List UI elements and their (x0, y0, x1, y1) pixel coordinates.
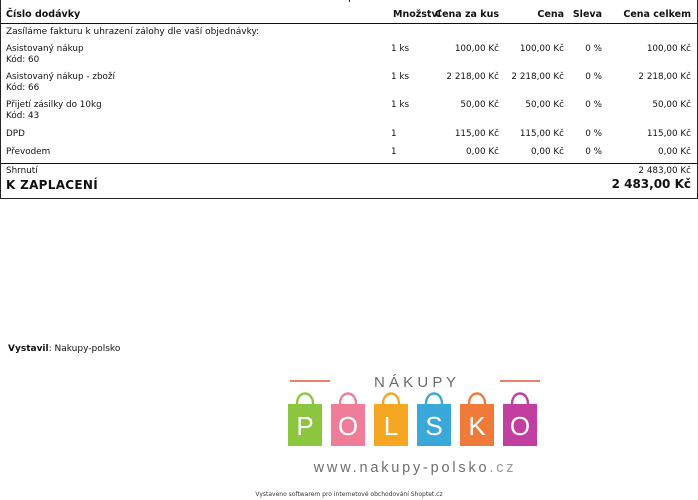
row-unit-price: 2 218,00 Kč (446, 72, 499, 82)
logo-bag-l-2 (374, 394, 408, 447)
header-total: Cena celkem (623, 9, 691, 20)
row-unit-price: 115,00 Kč (454, 129, 499, 139)
row-unit-price: 0,00 Kč (466, 147, 499, 157)
logo-letter: K (468, 411, 486, 441)
table-header (1, 6, 697, 24)
row-price: 115,00 Kč (519, 129, 564, 139)
row-total: 115,00 Kč (646, 129, 691, 139)
row-unit-price: 50,00 Kč (460, 100, 499, 110)
row-unit-price: 100,00 Kč (454, 44, 499, 54)
logo-top-word: N Á K U P Y (374, 374, 456, 391)
row-qty: 1 ks (391, 72, 410, 82)
row-price: 100,00 Kč (519, 44, 564, 54)
row-name: Převodem (6, 147, 51, 157)
logo-letter: L (383, 411, 399, 441)
top-divider (1, 0, 697, 2)
row-price: 50,00 Kč (525, 100, 564, 110)
row-discount: 0 % (585, 100, 602, 110)
logo-letter: P (296, 411, 314, 441)
logo-letter: O (337, 411, 359, 441)
row-price: 0,00 Kč (531, 147, 564, 157)
logo-letter: S (425, 411, 443, 441)
header-unit-price: Cena za kus (435, 9, 499, 20)
column-divider-tick (349, 0, 350, 2)
amount-due-value: 2 483,00 Kč (611, 177, 691, 191)
logo-letter: O (509, 411, 531, 441)
footer-note: Vystaveno softwarem pro internetové obchodování Shoptet.cz (255, 491, 443, 498)
summary-value: 2 483,00 Kč (638, 166, 691, 176)
row-discount: 0 % (585, 44, 602, 54)
issuer-line (8, 344, 120, 354)
row-discount: 0 % (585, 147, 602, 157)
logo-bag-o-5 (503, 394, 537, 447)
row-price: 2 218,00 Kč (511, 72, 564, 82)
row-name: Přijetí zásilky do 10kg Kód: 43 (6, 100, 102, 121)
row-total: 0,00 Kč (658, 147, 691, 157)
header-price: Cena (537, 9, 564, 20)
row-qty: 1 (391, 147, 397, 157)
company-logo (270, 360, 560, 485)
logo-bag-o-1 (331, 394, 365, 447)
summary-label: Shrnutí (6, 166, 38, 176)
row-name: DPD (6, 129, 25, 139)
row-name: Asistovaný nákup - zboží Kód: 66 (6, 72, 115, 93)
logo-bags (288, 394, 537, 447)
amount-due-label: K ZAPLACENÍ (6, 178, 99, 192)
summary-divider (1, 163, 697, 164)
logo-domain: www.nakupy-polsko.cz (313, 460, 517, 476)
row-qty: 1 ks (391, 100, 410, 110)
row-qty: 1 (391, 129, 397, 139)
row-total: 50,00 Kč (652, 100, 691, 110)
header-qty: Množství (393, 9, 441, 20)
row-total: 100,00 Kč (646, 44, 691, 54)
logo-bag-k-4 (460, 394, 494, 447)
header-discount: Sleva (572, 9, 602, 20)
issuer-label: Vystavil (8, 344, 49, 354)
row-qty: 1 ks (391, 44, 410, 54)
row-discount: 0 % (585, 72, 602, 82)
invoice-table-frame (0, 0, 698, 199)
logo-bag-s-3 (417, 394, 451, 447)
header-name: Číslo dodávky (6, 9, 81, 20)
row-name: Asistovaný nákup Kód: 60 (6, 44, 84, 65)
invoice-note: Zasíláme fakturu k uhrazení zálohy dle vaší objednávky: (6, 27, 260, 37)
row-total: 2 218,00 Kč (638, 72, 691, 82)
logo-bag-p-0 (288, 394, 322, 447)
row-discount: 0 % (585, 129, 602, 139)
issuer-name: : Nakupy-polsko (48, 344, 121, 354)
